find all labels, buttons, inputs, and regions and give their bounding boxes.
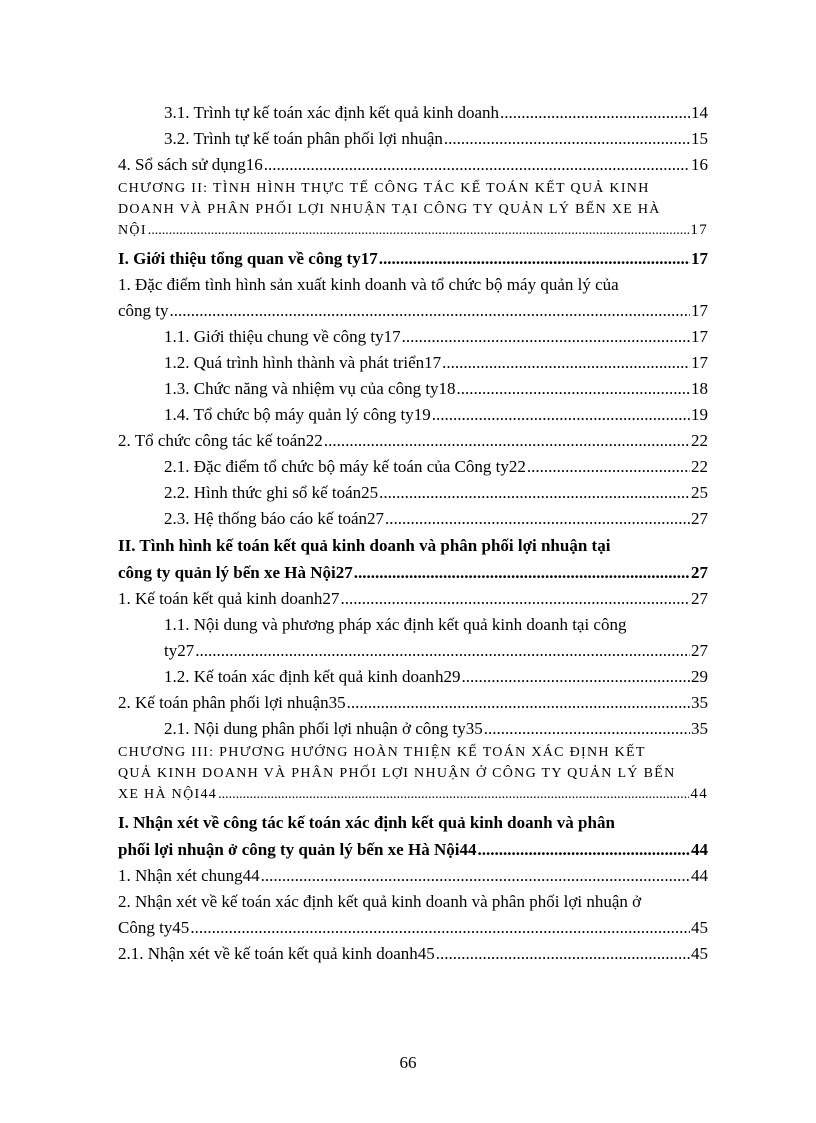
toc-entry-line: 1. Đặc điểm tình hình sản xuất kinh doanh và tổ chức bộ máy quản lý của [118, 275, 619, 294]
toc-entry-page: 17 [690, 222, 708, 238]
toc-entry-text: 3.2. Trình tự kế toán phân phối lợi nhuận [164, 129, 443, 148]
toc-entry-line: DOANH VÀ PHÂN PHỐI LỢI NHUẬN TẠI CÔNG TY QUẢN LÝ BẾN XE HÀ [118, 202, 661, 217]
toc-entry[interactable] [118, 402, 708, 428]
toc-entry-page: 44 [691, 840, 708, 859]
toc-entry-text: 1.2. Quá trình hình thành và phát triển17 [164, 353, 442, 372]
toc-entry-line: II. Tình hình kế toán kết quả kinh doanh và phân phối lợi nhuận tại [118, 536, 611, 555]
table-of-contents [118, 100, 708, 967]
dot-leader [436, 941, 690, 967]
toc-entry-text: I. Giới thiệu tổng quan về công ty17 [118, 249, 378, 268]
toc-entry-text: 3.1. Trình tự kế toán xác định kết quả kinh doanh [164, 103, 500, 122]
toc-entry-line: 2. Nhận xét về kế toán xác định kết quả kinh doanh và phân phối lợi nhuận ở [118, 892, 642, 911]
toc-entry[interactable] [118, 506, 708, 532]
toc-entry[interactable] [118, 376, 708, 402]
toc-entry[interactable] [118, 428, 708, 454]
toc-entry[interactable] [118, 664, 708, 690]
toc-entry-page: 14 [691, 103, 708, 122]
toc-entry-page: 27 [691, 563, 708, 582]
toc-entry[interactable] [118, 152, 708, 178]
dot-leader [500, 100, 690, 126]
toc-entry-page: 45 [691, 944, 708, 963]
toc-entry-page: 35 [691, 693, 708, 712]
toc-entry-line: CHƯƠNG III: PHƯƠNG HƯỚNG HOÀN THIỆN KẾ TOÁN XÁC ĐỊNH KẾT [118, 745, 646, 760]
toc-entry[interactable] [118, 532, 708, 586]
toc-entry-page: 27 [691, 641, 708, 660]
dot-leader [190, 915, 690, 941]
toc-entry-page: 17 [691, 301, 708, 320]
dot-leader [379, 245, 690, 272]
toc-entry[interactable] [118, 941, 708, 967]
toc-entry-page: 19 [691, 405, 708, 424]
toc-entry[interactable] [118, 863, 708, 889]
page-number: 66 [399, 1053, 417, 1072]
toc-entry-page: 25 [691, 483, 708, 502]
dot-leader [484, 716, 690, 742]
toc-entry-page: 44 [690, 786, 708, 802]
dot-leader [347, 690, 690, 716]
toc-chapter-entry[interactable] [118, 742, 708, 805]
toc-entry[interactable] [118, 454, 708, 480]
dot-leader [218, 784, 689, 805]
toc-entry-line: CHƯƠNG II: TÌNH HÌNH THỰC TẾ CÔNG TÁC KẾ TOÁN KẾT QUẢ KINH [118, 181, 650, 196]
dot-leader [379, 480, 690, 506]
dot-leader [170, 298, 690, 324]
dot-leader [324, 428, 690, 454]
dot-leader [477, 836, 690, 863]
toc-entry-text: 2.3. Hệ thống báo cáo kế toán27 [164, 509, 384, 528]
dot-leader [527, 454, 690, 480]
toc-entry-page: 17 [691, 327, 708, 346]
dot-leader [354, 559, 690, 586]
toc-entry-text: 2.2. Hình thức ghi sổ kế toán25 [164, 483, 379, 502]
toc-entry-text: 2. Tổ chức công tác kế toán22 [118, 431, 323, 450]
toc-entry[interactable] [118, 100, 708, 126]
dot-leader [442, 350, 690, 376]
toc-entry[interactable] [118, 480, 708, 506]
toc-entry-page: 18 [691, 379, 708, 398]
toc-entry-text: 2. Kế toán phân phối lợi nhuận35 [118, 693, 346, 712]
toc-entry-page: 45 [691, 918, 708, 937]
dot-leader [385, 506, 690, 532]
toc-entry-page: 22 [691, 457, 708, 476]
toc-entry-text: XE HÀ NỘI44 [118, 787, 218, 802]
toc-entry-text: công ty [118, 301, 169, 320]
toc-entry-page: 44 [691, 866, 708, 885]
dot-leader [264, 152, 690, 178]
toc-entry[interactable] [118, 690, 708, 716]
dot-leader [340, 586, 690, 612]
toc-entry-text: 2.1. Nội dung phân phối lợi nhuận ở công ty35 [164, 719, 483, 738]
toc-entry-page: 16 [691, 155, 708, 174]
dot-leader [432, 402, 690, 428]
dot-leader [261, 863, 690, 889]
toc-entry[interactable] [118, 245, 708, 272]
toc-chapter-entry[interactable] [118, 178, 708, 241]
toc-entry[interactable] [118, 586, 708, 612]
toc-entry-text: phối lợi nhuận ở công ty quản lý bến xe Hà Nội44 [118, 840, 477, 859]
toc-entry-page: 29 [691, 667, 708, 686]
toc-entry-text: Công ty45 [118, 918, 190, 937]
toc-entry-text: 1.2. Kế toán xác định kết quả kinh doanh29 [164, 667, 461, 686]
toc-entry-text: 2.1. Đặc điểm tổ chức bộ máy kế toán của Công ty22 [164, 457, 526, 476]
toc-entry[interactable] [118, 324, 708, 350]
dot-leader [402, 324, 690, 350]
dot-leader [462, 664, 691, 690]
toc-entry-text: 1.3. Chức năng và nhiệm vụ của công ty18 [164, 379, 456, 398]
toc-entry-text: 1. Kế toán kết quả kinh doanh27 [118, 589, 340, 608]
toc-entry[interactable] [118, 716, 708, 742]
toc-entry-text: 1.1. Giới thiệu chung về công ty17 [164, 327, 401, 346]
toc-entry-text: 2.1. Nhận xét về kế toán kết quả kinh doanh45 [118, 944, 435, 963]
toc-entry-text: 4. Sổ sách sử dụng16 [118, 155, 263, 174]
toc-entry-text: 1. Nhận xét chung44 [118, 866, 260, 885]
toc-entry-text: NỘI [118, 223, 147, 238]
toc-entry-page: 17 [691, 353, 708, 372]
toc-entry[interactable] [118, 809, 708, 863]
toc-entry-page: 35 [691, 719, 708, 738]
toc-entry-line: QUẢ KINH DOANH VÀ PHÂN PHỐI LỢI NHUẬN Ở CÔNG TY QUẢN LÝ BẾN [118, 766, 676, 781]
toc-entry-text: ty27 [164, 641, 195, 660]
toc-entry[interactable] [118, 612, 708, 664]
toc-entry-page: 15 [691, 129, 708, 148]
dot-leader [444, 126, 690, 152]
toc-entry-text: 1.4. Tổ chức bộ máy quản lý công ty19 [164, 405, 431, 424]
dot-leader [195, 638, 690, 664]
dot-leader [457, 376, 690, 402]
toc-entry[interactable] [118, 350, 708, 376]
toc-entry[interactable] [118, 889, 708, 941]
toc-entry[interactable] [118, 272, 708, 324]
toc-entry-page: 22 [691, 431, 708, 450]
dot-leader [148, 220, 690, 241]
toc-entry[interactable] [118, 126, 708, 152]
toc-entry-line: 1.1. Nội dung và phương pháp xác định kết quả kinh doanh tại công [164, 615, 627, 634]
toc-entry-page: 27 [691, 509, 708, 528]
toc-entry-line: I. Nhận xét về công tác kế toán xác định kết quả kinh doanh và phân [118, 813, 615, 832]
toc-entry-page: 27 [691, 589, 708, 608]
toc-entry-text: công ty quản lý bến xe Hà Nội27 [118, 563, 353, 582]
toc-entry-page: 17 [691, 249, 708, 268]
